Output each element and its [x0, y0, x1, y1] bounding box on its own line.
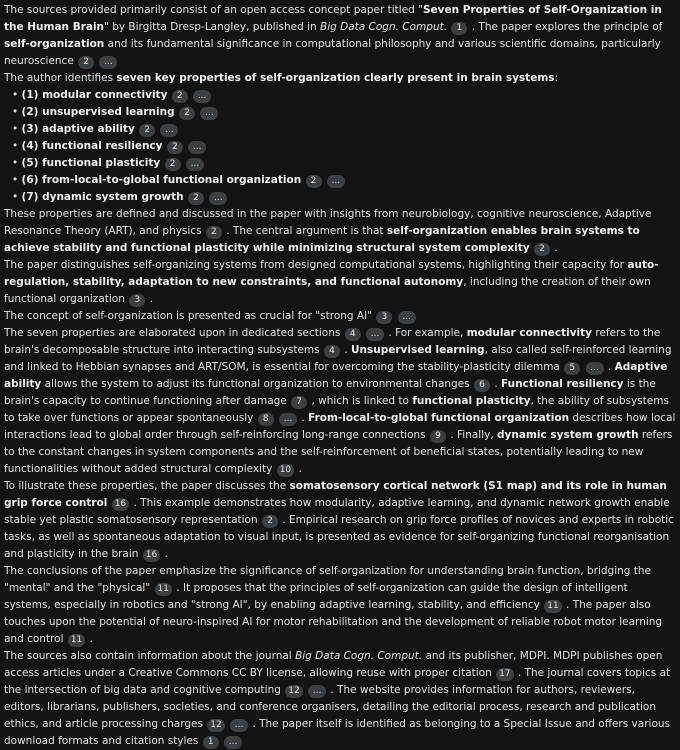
citation-chip[interactable]: 11 — [68, 634, 85, 647]
citation-chip[interactable]: 12 — [207, 719, 224, 732]
citation-chip[interactable]: 16 — [112, 498, 129, 511]
citation-chip[interactable]: 2 — [139, 124, 155, 137]
property-label: (6) from-local-to-global functional organization — [21, 174, 302, 186]
citation-chip[interactable]: 2 — [167, 141, 183, 154]
bold-text: modular connectivity — [466, 327, 593, 339]
more-citations-chip[interactable]: ... — [586, 362, 604, 375]
citation-chip[interactable]: 9 — [430, 430, 446, 443]
bold-text: auto-regulation, stability, adaptation to new constraints, and functional autonomy — [4, 259, 659, 288]
text-run: . — [298, 463, 302, 475]
paragraph — [4, 308, 676, 325]
text-run: . The central argument is that — [226, 225, 387, 237]
text-run: , the ability of subsystems to take over functions or appear spontaneously — [4, 395, 669, 424]
citation-chip[interactable]: 2 — [78, 56, 94, 69]
citation-chip[interactable]: 10 — [277, 464, 294, 477]
text-run — [530, 242, 533, 254]
more-citations-chip[interactable]: ... — [308, 685, 326, 698]
bold-text: dynamic system growth — [497, 429, 639, 441]
more-citations-chip[interactable]: ... — [224, 736, 242, 749]
citation-chip[interactable]: 11 — [155, 583, 172, 596]
property-item — [12, 155, 676, 172]
bold-text: self-organization enables brain systems to achieve stability and functional plasticity while minimizing structural system complexity — [4, 225, 640, 254]
property-item — [12, 189, 676, 206]
citation-chip[interactable]: 1 — [203, 736, 219, 749]
property-item — [12, 172, 676, 189]
bold-text: Functional resiliency — [501, 378, 624, 390]
text-run: . The paper explores the principle of — [471, 21, 663, 33]
bold-text: Seven Properties of Self-Organization in the Human Brain — [4, 4, 662, 33]
citation-chip[interactable]: 4 — [345, 328, 361, 341]
text-run: . Empirical research on grip force profiles of novices and experts in robotic tasks, as well as spontaneous adaptation to visual input, is presented as evidence for self-organizing functional reorganisation and plasticity in the brain — [4, 514, 674, 560]
paragraph — [4, 257, 676, 308]
text-run: . — [164, 548, 168, 560]
text-run: . It proposes that the principles of self-organization can guide the design of intelligent systems, especially in robotics and "strong AI", by enabling adaptive learning, stability, and efficiency — [4, 582, 628, 611]
more-citations-chip[interactable]: ... — [188, 141, 206, 154]
text-run: . This example demonstrates how modularity, adaptive learning, and dynamic network growth enable stable yet plastic somatosensory representation — [4, 497, 670, 526]
property-label: (1) modular connectivity — [21, 89, 168, 101]
citation-chip[interactable]: 3 — [129, 294, 145, 307]
text-run: The sources provided primarily consist of an open access concept paper titled " — [4, 4, 423, 16]
citation-chip[interactable]: 2 — [262, 515, 278, 528]
text-run: . — [149, 293, 153, 305]
properties-list — [4, 87, 676, 206]
citation-chip[interactable]: 2 — [165, 158, 181, 171]
text-run: and its fundamental significance in computational philosophy and various scientific domains, particularly neuroscience — [4, 38, 661, 67]
text-run: refers to the constant changes in system components and the self-reinforcement of beneficial states, potentially leading to new functionalities without added structural complexity — [4, 429, 673, 475]
property-label: (4) functional resiliency — [21, 140, 163, 152]
property-label: (3) adaptive ability — [21, 123, 135, 135]
text-run: : — [554, 72, 559, 84]
more-citations-chip[interactable]: ... — [366, 328, 384, 341]
text-run: . For example, — [388, 327, 467, 339]
citation-chip[interactable]: 2 — [188, 192, 204, 205]
bold-text: From-local-to-global functional organization — [308, 412, 570, 424]
text-run: . The journal covers topics at the intersection of big data and cognitive computing — [4, 667, 671, 696]
paragraph — [4, 70, 676, 87]
more-citations-chip[interactable]: ... — [186, 158, 204, 171]
text-run: The concept of self-organization is presented as crucial for "strong AI" — [4, 310, 376, 322]
citation-chip[interactable]: 8 — [258, 413, 274, 426]
citation-chip[interactable]: 3 — [376, 311, 392, 324]
text-run: describes how local interactions lead to global order through self-reinforcing long-range connections — [4, 412, 676, 441]
citation-chip[interactable]: 11 — [544, 600, 561, 613]
more-citations-chip[interactable]: ... — [200, 107, 218, 120]
property-label: (5) functional plasticity — [21, 157, 161, 169]
citation-chip[interactable]: 2 — [179, 107, 195, 120]
text-run: . The website provides information for authors, reviewers, editors, librarians, publishers, societies, and conference organisers, detailing the editorial process, research and publication ethics, and article processing charges — [4, 684, 656, 730]
text-run: To illustrate these properties, the paper discusses the — [4, 480, 290, 492]
paragraph — [4, 478, 676, 563]
intro-paragraphs — [4, 2, 676, 87]
italic-text: Big Data Cogn. Comput. — [295, 650, 423, 662]
property-label: (7) dynamic system growth — [21, 191, 184, 203]
more-citations-chip[interactable]: ... — [160, 124, 178, 137]
more-citations-chip[interactable]: ... — [279, 413, 297, 426]
text-run: is the brain's capacity to continue functioning after damage — [4, 378, 656, 407]
text-run: . — [89, 633, 93, 645]
property-label: (2) unsupervised learning — [21, 106, 175, 118]
text-run: and its publisher, MDPI. MDPI publishes open access articles under a Creative Commons CC BY license, allowing reuse with proper citation — [4, 650, 663, 679]
citation-chip[interactable]: 2 — [306, 175, 322, 188]
text-run — [107, 497, 110, 509]
citation-chip[interactable]: 2 — [172, 90, 188, 103]
bold-text: somatosensory cortical network (S1 map) and its role in human grip force control — [4, 480, 667, 509]
text-run: . Finally, — [450, 429, 498, 441]
text-run: " by Birgitta Dresp-Langley, published in — [104, 21, 321, 33]
bold-text: seven key properties of self-organization clearly present in brain systems — [116, 72, 555, 84]
more-citations-chip[interactable]: ... — [209, 192, 227, 205]
paragraph — [4, 206, 676, 257]
text-run: allows the system to adjust its functional organization to environmental changes — [41, 378, 473, 390]
citation-chip[interactable]: 12 — [285, 685, 302, 698]
citation-chip[interactable]: 17 — [496, 668, 513, 681]
italic-text: Big Data Cogn. Comput. — [320, 21, 448, 33]
text-run: The author identifies — [4, 72, 117, 84]
property-item — [12, 87, 676, 104]
text-run: , also called self-reinforced learning and linked to Hebbian synapses and ART/SOM, is essential for overcoming the stability-plasticity dilemma — [4, 344, 672, 373]
property-item — [12, 121, 676, 138]
property-item — [12, 104, 676, 121]
citation-chip[interactable]: 16 — [143, 549, 160, 562]
bold-text: Unsupervised learning — [351, 344, 485, 356]
paragraph — [4, 648, 676, 750]
more-citations-chip[interactable]: ... — [398, 311, 416, 324]
text-run: , including the creation of their own functional organization — [4, 276, 651, 305]
citation-chip[interactable]: 4 — [324, 345, 340, 358]
text-run: The conclusions of the paper emphasize the significance of self-organization for understanding brain function, bridging the "mental" and the "physical" — [4, 565, 652, 594]
bold-text: functional plasticity — [412, 395, 531, 407]
text-run: refers to the brain's decomposable structure into interacting subsystems — [4, 327, 661, 356]
text-run: The seven properties are elaborated upon in dedicated sections — [4, 327, 344, 339]
text-run: . — [607, 361, 615, 373]
more-citations-chip[interactable]: ... — [327, 175, 345, 188]
text-run: These properties are defined and discussed in the paper with insights from neurobiology, cognitive neuroscience, Adaptive Resonance Theory (ART), and physics — [4, 208, 652, 237]
paragraph — [4, 2, 676, 70]
bold-text: self-organization — [4, 38, 105, 50]
more-citations-chip[interactable]: ... — [230, 719, 248, 732]
citation-chip[interactable]: 2 — [206, 226, 222, 239]
text-run: . — [344, 344, 351, 356]
text-run: . The paper itself is identified as belonging to a Special Issue and offers various download formats and citation styles — [4, 718, 670, 747]
text-run — [447, 21, 450, 33]
citation-chip[interactable]: 6 — [474, 379, 490, 392]
citation-chip[interactable]: 5 — [564, 362, 580, 375]
text-run: , which is linked to — [311, 395, 413, 407]
citation-chip[interactable]: 2 — [534, 243, 550, 256]
text-run: . The paper also touches upon the potential of neuro-inspired AI for motor rehabilitation and the development of reliable robot motor learning and control — [4, 599, 663, 645]
more-citations-chip[interactable]: ... — [99, 56, 117, 69]
text-run: The sources also contain information about the journal — [4, 650, 296, 662]
property-item — [12, 138, 676, 155]
citation-chip[interactable]: 7 — [291, 396, 307, 409]
citation-chip[interactable]: 1 — [451, 22, 467, 35]
text-run: The paper distinguishes self-organizing systems from designed computational systems, highlighting their capacity for — [4, 259, 628, 271]
bold-text: Adaptive ability — [4, 361, 668, 390]
text-run: . — [301, 412, 309, 424]
text-run: . — [494, 378, 502, 390]
text-run: . — [554, 242, 558, 254]
more-citations-chip[interactable]: ... — [193, 90, 211, 103]
paragraph — [4, 325, 676, 478]
paragraph — [4, 563, 676, 648]
body-paragraphs — [4, 206, 676, 750]
